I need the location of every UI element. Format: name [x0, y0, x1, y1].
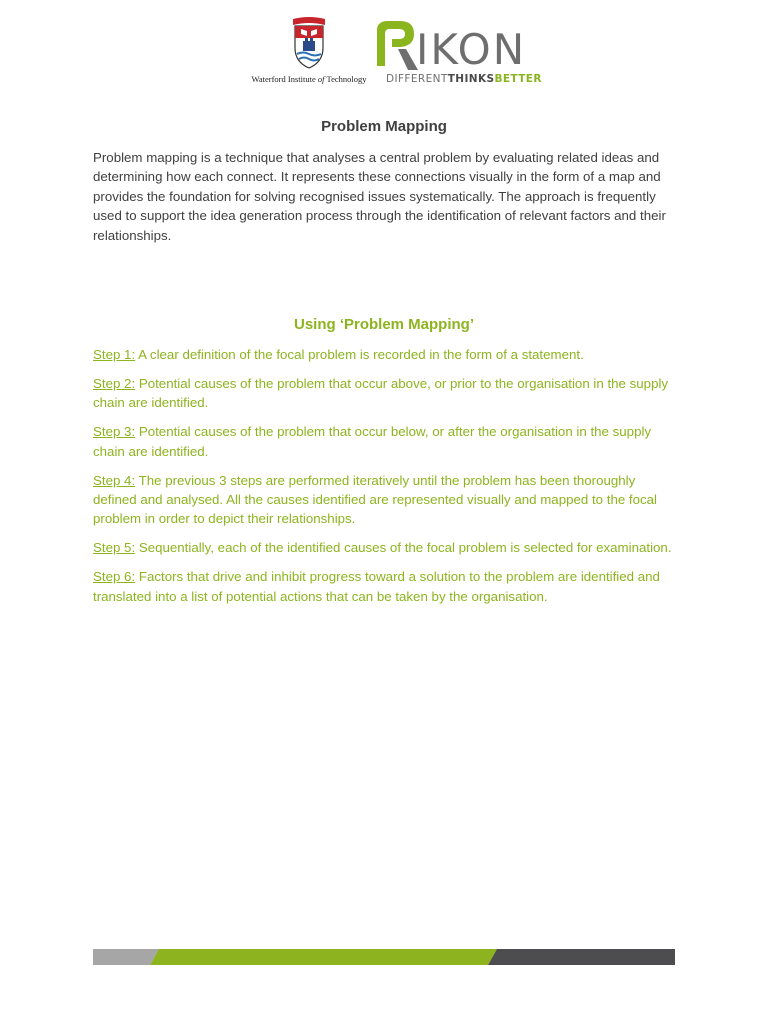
rikon-r-icon — [374, 18, 420, 74]
rikon-tagline: DIFFERENTTHINKSBETTER — [386, 73, 542, 85]
steps-list — [93, 345, 675, 615]
step-text: Factors that drive and inhibit progress toward a solution to the problem are identified and translated into a list of potential actions that can be taken by the organisation. — [93, 569, 660, 604]
step-text: Potential causes of the problem that occur below, or after the organisation in the supply chain are identified. — [93, 424, 652, 459]
wit-logo — [246, 16, 372, 86]
step-item — [93, 374, 675, 413]
rikon-wordmark: IKON — [416, 25, 527, 74]
step-text: A clear definition of the focal problem is recorded in the form of a statement. — [135, 347, 584, 362]
step-label: Step 5: — [93, 540, 136, 556]
step-text: The previous 3 steps are performed iteratively until the problem has been thoroughly defined and analysed. All the causes identified are represented visually and mapped to the focal problem in order to depict their relationships. — [93, 472, 658, 527]
footer-color-bar — [93, 949, 675, 965]
page-title: Problem Mapping — [321, 118, 447, 135]
wit-caption: Waterford Institute of Technology — [251, 74, 367, 84]
step-item — [93, 422, 675, 461]
step-item — [93, 471, 675, 529]
intro-paragraph: Problem mapping is a technique that analyses a central problem by evaluating related ideas and determining how each connect. It represents these connections visually in the form of a map and provides the foundation for solving recognised issues systematically. The approach is frequently used to support the idea generation process through the identification of relevant factors and their relationships. — [93, 150, 666, 243]
step-label: Step 1: — [93, 347, 136, 362]
step-text: Sequentially, each of the identified causes of the focal problem is selected for examination. — [135, 540, 672, 556]
section-subtitle: Using ‘Problem Mapping’ — [293, 316, 474, 333]
step-item — [93, 345, 675, 364]
step-item — [93, 538, 675, 557]
step-label: Step 2: — [93, 375, 136, 391]
rikon-logo — [374, 16, 549, 88]
step-label: Step 3: — [93, 424, 136, 440]
wit-crest-icon — [291, 16, 327, 70]
step-text: Potential causes of the problem that occur above, or prior to the organisation in the supply chain are identified. — [93, 375, 669, 411]
step-label: Step 6: — [93, 569, 136, 585]
step-item — [93, 567, 675, 606]
step-label: Step 4: — [93, 472, 136, 488]
